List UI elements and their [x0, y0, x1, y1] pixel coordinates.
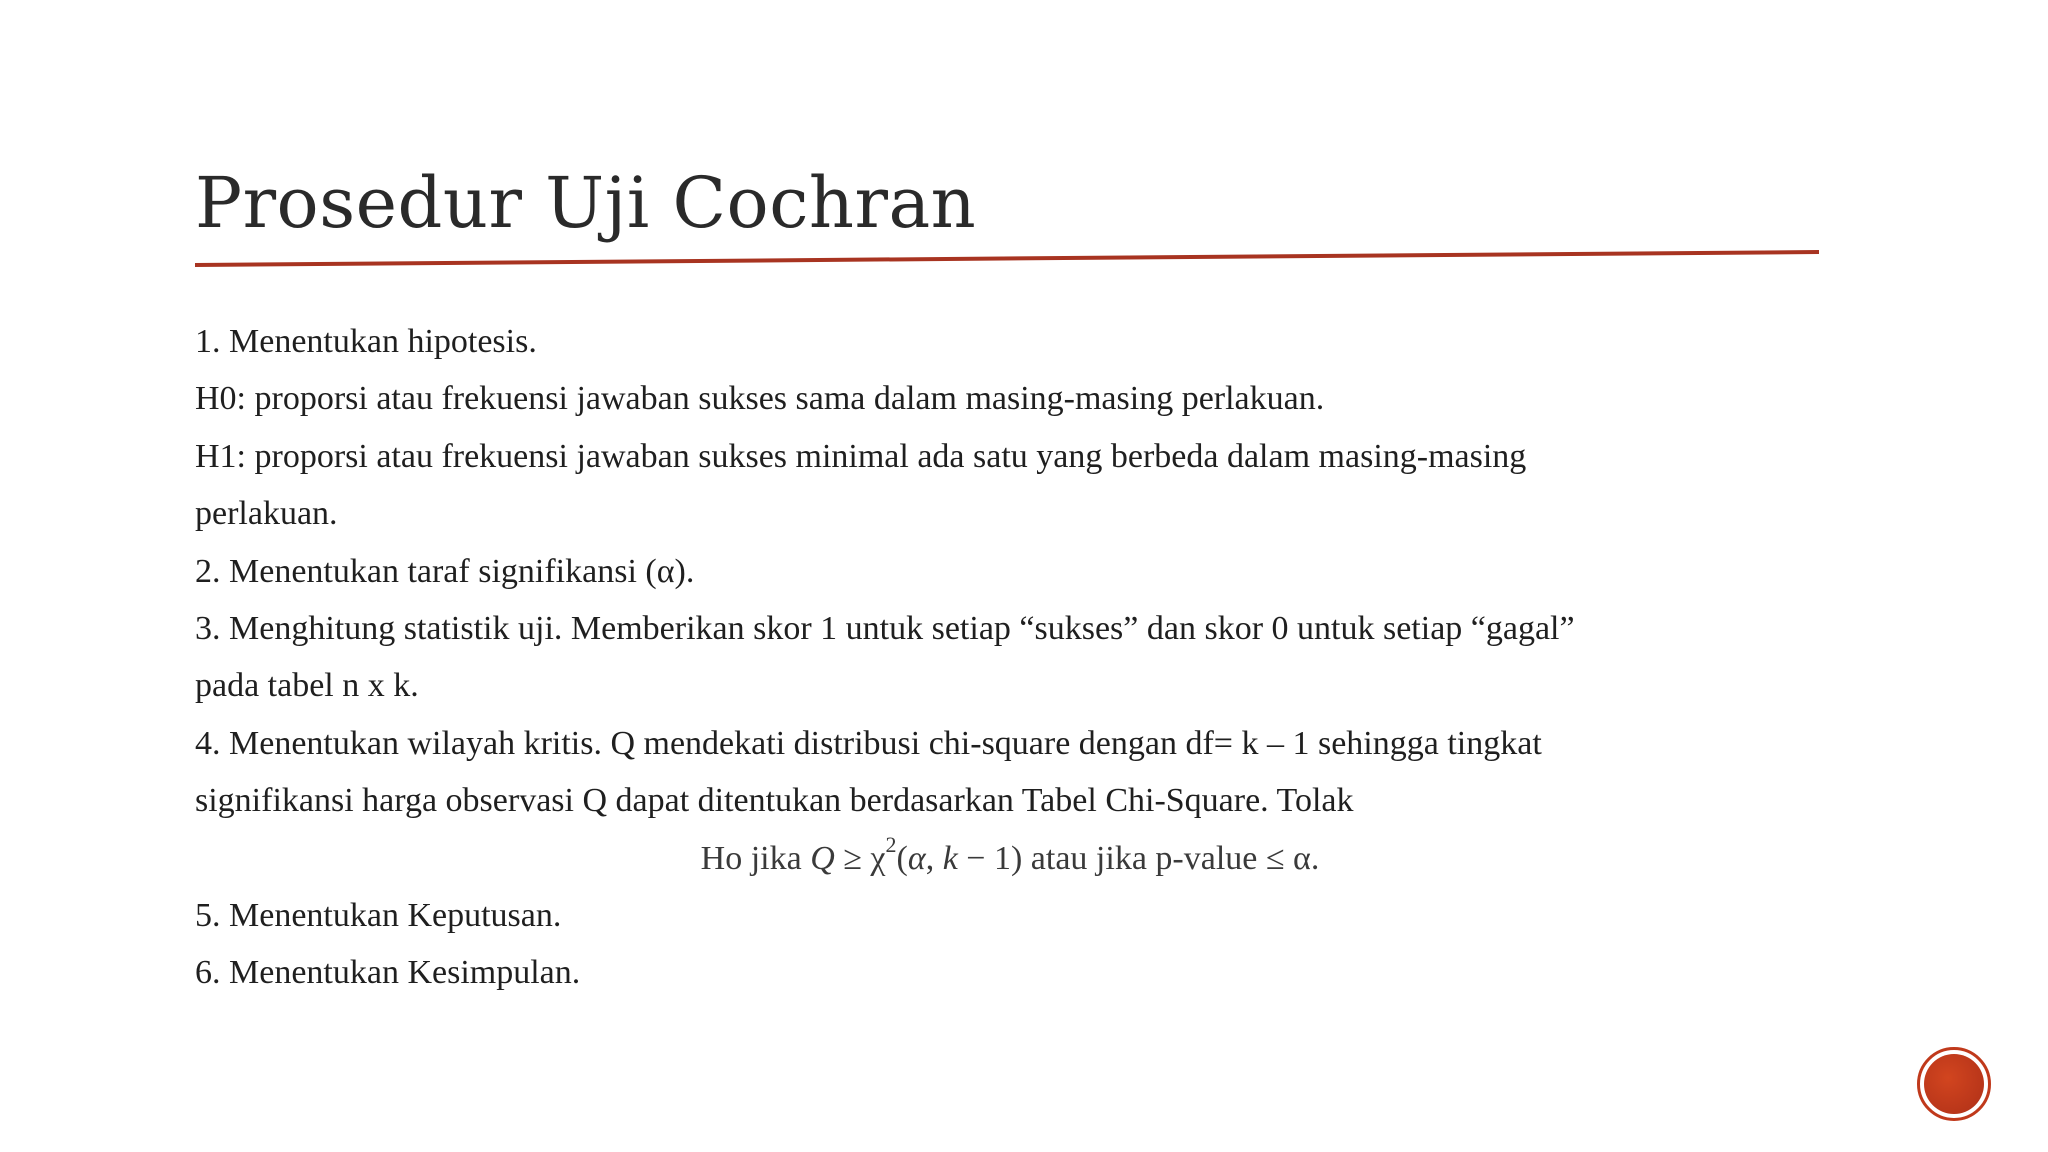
step-5-text: 5. Menentukan Keputusan. — [195, 896, 562, 934]
formula-k: k — [942, 839, 958, 877]
step-1-text: 1. Menentukan hipotesis. — [195, 323, 537, 360]
rejection-formula — [195, 830, 1835, 887]
step-4-text-continued: signifikansi harga observasi Q dapat ditentukan berdasarkan Tabel Chi-Square. Tolak — [195, 782, 1354, 820]
formula-comma: , — [925, 839, 943, 877]
formula-chi: χ — [870, 839, 886, 877]
h1-text-continued: perlakuan. — [195, 495, 338, 533]
h1-text: H1: proporsi atau frekuensi jawaban sukses minimal ada satu yang berbeda dalam masing-masing — [195, 437, 1527, 475]
formula-geq: ≥ — [834, 839, 871, 877]
formula-alpha: α — [907, 839, 926, 877]
step-2-text: 2. Menentukan taraf signifikansi (α). — [195, 552, 695, 590]
slide-title: Prosedur Uji Cochran — [195, 162, 977, 244]
formula-q: Q — [810, 839, 835, 877]
formula-minus-one: − 1) — [957, 839, 1023, 877]
step-4-text: 4. Menentukan wilayah kritis. Q mendekati distribusi chi-square dengan df= k – 1 sehingga tingkat — [195, 724, 1542, 762]
formula-suffix: atau jika p-value ≤ α. — [1022, 839, 1320, 877]
slide-body — [195, 313, 1835, 1002]
badge-dot — [1924, 1054, 1984, 1114]
formula-exponent: 2 — [885, 832, 897, 858]
step-6-text: 6. Menentukan Kesimpulan. — [195, 954, 581, 992]
step-3-text: 3. Menghitung statistik uji. Memberikan skor 1 untuk setiap “sukses” dan skor 0 untuk setiap “gagal” — [195, 609, 1575, 647]
formula-prefix: Ho jika — [700, 839, 811, 877]
h0-text: H0: proporsi atau frekuensi jawaban sukses sama dalam masing-masing perlakuan. — [195, 380, 1325, 418]
slide-corner-badge — [1917, 1047, 1991, 1121]
title-underline — [195, 237, 1819, 267]
step-3-text-continued: pada tabel n x k. — [195, 667, 419, 705]
formula-open: ( — [896, 839, 908, 877]
